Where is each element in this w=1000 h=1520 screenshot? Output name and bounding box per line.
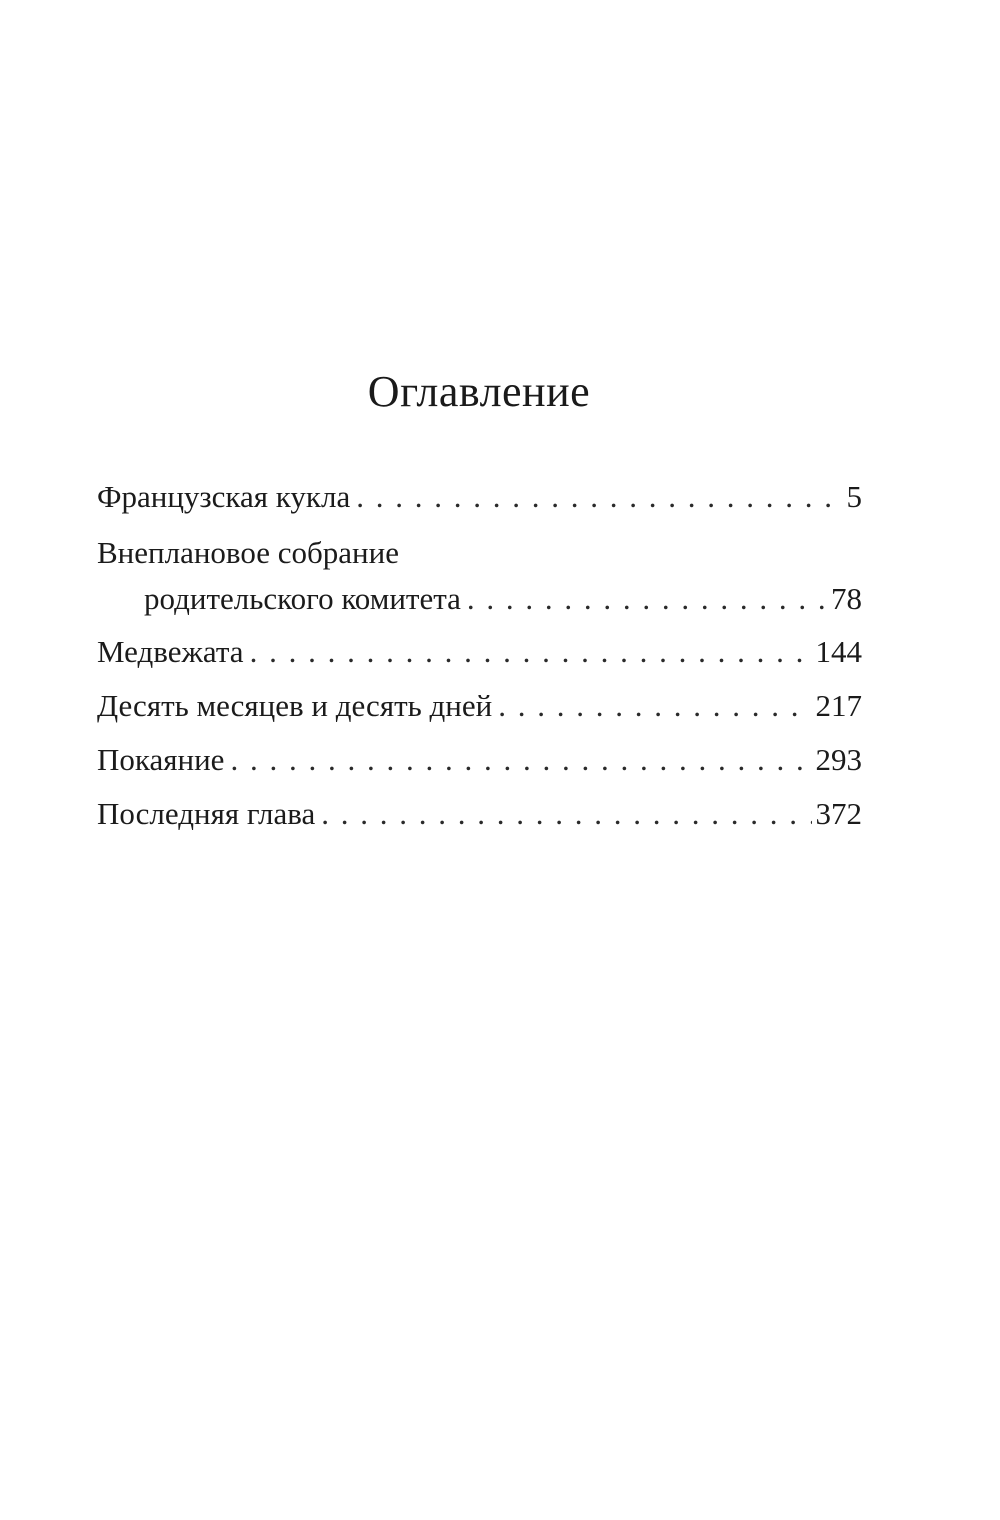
- table-of-contents: [97, 474, 862, 837]
- toc-entry-title: Французская кукла: [97, 479, 351, 514]
- toc-entry-title-line1: Внеплановое собрание: [97, 535, 399, 570]
- toc-entry: [97, 629, 862, 675]
- dot-leader: [350, 474, 842, 520]
- toc-entry-title: Медвежата: [97, 634, 244, 669]
- page-title: Оглавление: [367, 367, 591, 416]
- toc-entry-title: Покаяние: [97, 742, 225, 777]
- toc-entry-page: 78: [831, 581, 862, 616]
- dot-leader: [224, 737, 811, 783]
- dot-leader: [461, 576, 827, 622]
- toc-entry-title: Последняя глава: [97, 796, 316, 831]
- toc-entry-page: 5: [846, 479, 862, 514]
- toc-entry: [97, 683, 862, 729]
- toc-entry: [97, 474, 862, 520]
- toc-entry-page: 293: [815, 742, 862, 777]
- dot-leader: [244, 629, 812, 675]
- dot-leader: [315, 791, 811, 837]
- dot-leader: [492, 683, 811, 729]
- toc-entry-page: 144: [815, 634, 862, 669]
- toc-entry-page: 217: [815, 688, 862, 723]
- toc-entry: [97, 530, 862, 622]
- toc-entry: [97, 791, 862, 837]
- toc-entry-title: Десять месяцев и десять дней: [97, 688, 493, 723]
- toc-entry-page: 372: [815, 796, 862, 831]
- toc-entry-title-line2: родительского комитета: [144, 581, 461, 616]
- toc-entry: [97, 737, 862, 783]
